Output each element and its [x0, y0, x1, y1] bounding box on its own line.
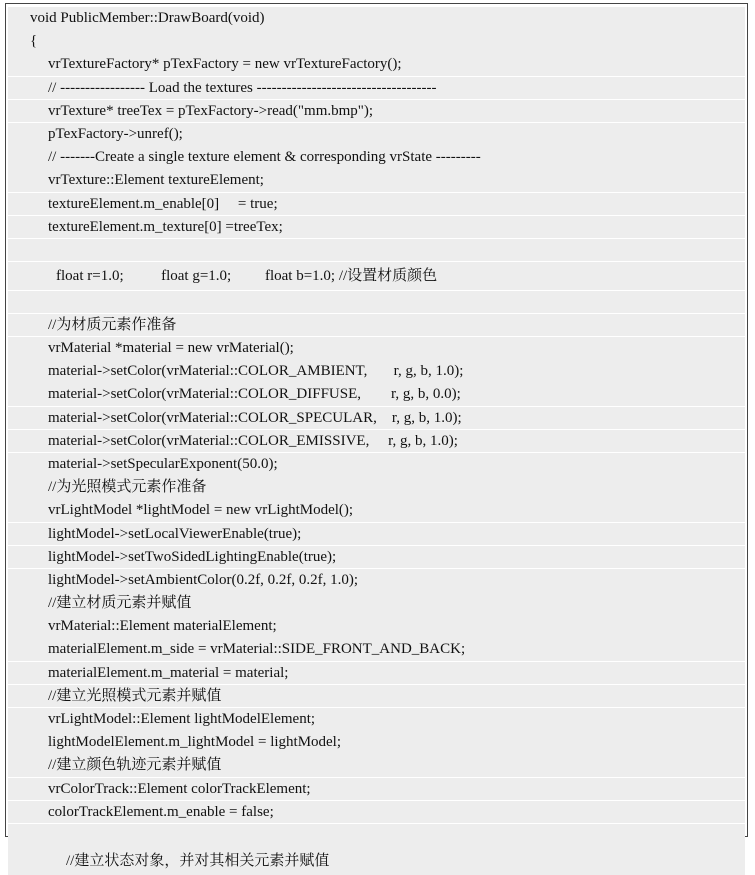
code-line: vrLightModel::Element lightModelElement; [8, 708, 745, 731]
code-line: vrColorTrack::Element colorTrackElement; [8, 778, 745, 801]
code-line: //建立颜色轨迹元素并赋值 [8, 754, 745, 777]
code-line: material->setSpecularExponent(50.0); [8, 453, 745, 476]
code-line: textureElement.m_texture[0] =treeTex; [8, 216, 745, 239]
code-listing [5, 3, 748, 870]
code-line: //建立材质元素并赋值 [8, 592, 745, 615]
code-line: vrMaterial *material = new vrMaterial(); [8, 337, 745, 360]
code-line: lightModel->setLocalViewerEnable(true); [8, 523, 745, 546]
code-line: material->setColor(vrMaterial::COLOR_AMBIENT, r, g, b, 1.0); [8, 360, 745, 383]
code-line: material->setColor(vrMaterial::COLOR_DIFFUSE, r, g, b, 0.0); [8, 383, 745, 406]
code-line: colorTrackElement.m_enable = false; [8, 801, 745, 824]
code-line: //为材质元素作准备 [8, 314, 745, 337]
code-line-blank [8, 824, 745, 847]
code-line: material->setColor(vrMaterial::COLOR_EMISSIVE, r, g, b, 1.0); [8, 430, 745, 453]
code-line-blank [8, 291, 745, 314]
code-line: material->setColor(vrMaterial::COLOR_SPECULAR, r, g, b, 1.0); [8, 407, 745, 430]
code-line: // -------Create a single texture element & corresponding vrState --------- [8, 146, 745, 169]
code-line: vrTexture* treeTex = pTexFactory->read("mm.bmp"); [8, 100, 745, 123]
code-line: void PublicMember::DrawBoard(void) [8, 7, 745, 30]
code-line: textureElement.m_enable[0] = true; [8, 193, 745, 216]
code-line: lightModel->setAmbientColor(0.2f, 0.2f, 0.2f, 1.0); [8, 569, 745, 592]
code-line: lightModelElement.m_lightModel = lightModel; [8, 731, 745, 754]
code-line: // ----------------- Load the textures ------------------------------------ [8, 77, 745, 100]
code-line-blank [8, 239, 745, 262]
code-line: //建立状态对象，并对其相关元素并赋值 [8, 847, 745, 875]
code-line: { [8, 30, 745, 53]
code-line: float r=1.0; float g=1.0; float b=1.0; //设置材质颜色 [8, 262, 745, 290]
code-line: vrTextureFactory* pTexFactory = new vrTextureFactory(); [8, 53, 745, 76]
code-line: vrTexture::Element textureElement; [8, 169, 745, 192]
code-line: pTexFactory->unref(); [8, 123, 745, 146]
code-line: vrMaterial::Element materialElement; [8, 615, 745, 638]
code-line: vrLightModel *lightModel = new vrLightModel(); [8, 499, 745, 522]
code-line: materialElement.m_material = material; [8, 662, 745, 685]
code-line: //建立光照模式元素并赋值 [8, 685, 745, 708]
code-line: lightModel->setTwoSidedLightingEnable(true); [8, 546, 745, 569]
code-line: materialElement.m_side = vrMaterial::SIDE_FRONT_AND_BACK; [8, 638, 745, 661]
code-line: //为光照模式元素作准备 [8, 476, 745, 499]
